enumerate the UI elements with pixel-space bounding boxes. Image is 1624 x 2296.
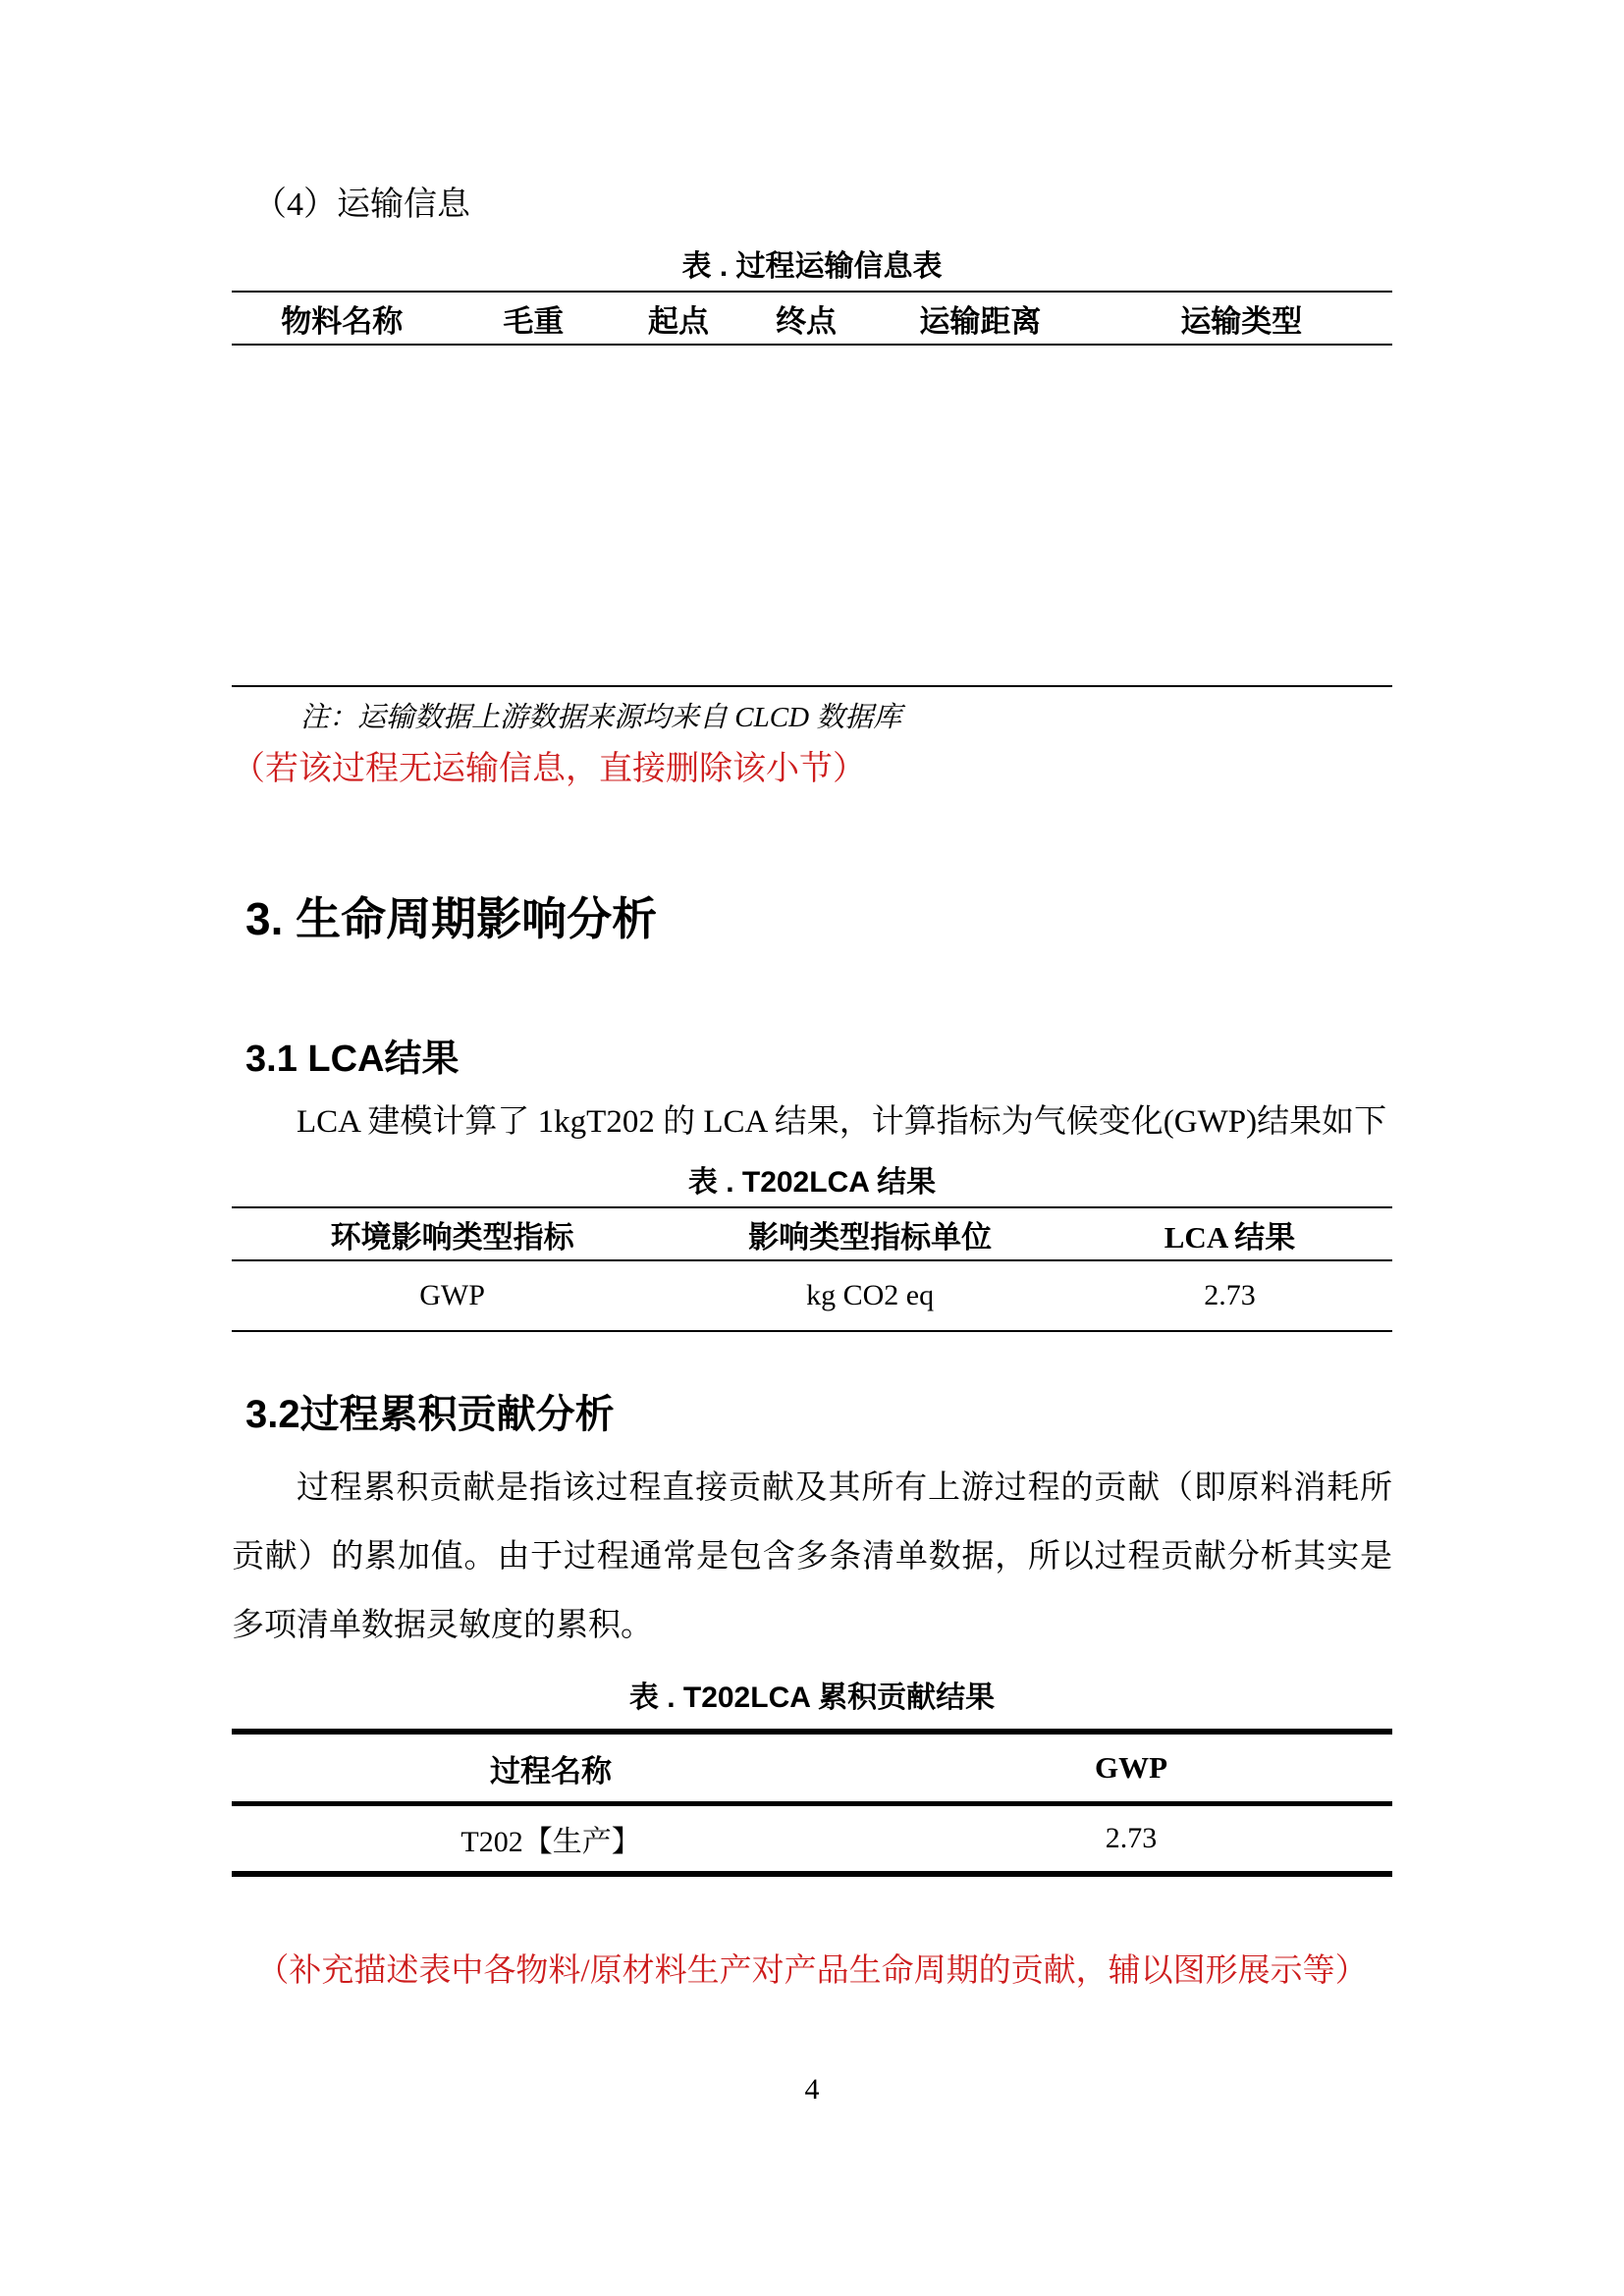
transport-table-caption: 表 . 过程运输信息表 [681, 250, 943, 283]
contribution-heading: 3.2过程累积贡献分析 [245, 1393, 615, 1436]
contribution-paragraph: 过程累积贡献是指该过程直接贡献及其所有上游过程的贡献（即原料消耗所贡献）的累加值。由于过程通常是包含多条清单数据，所以过程贡献分析其实是多项清单数据灵敏度的累积。 [232, 1470, 1392, 1643]
contribution-table-header-row [232, 1735, 1392, 1806]
lca-result-table-caption: 表 . T202LCA 结果 [687, 1166, 937, 1199]
column-header-material-name: 物料名称 [281, 303, 404, 339]
column-header-indicator-unit: 影响类型指标单位 [748, 1219, 993, 1255]
column-header-impact-indicator: 环境影响类型指标 [330, 1219, 574, 1255]
lca-result-table-header-row [232, 1208, 1392, 1261]
lca-result-paragraph: LCA 建模计算了 1kgT202 的 LCA 结果，计算指标为气候变化(GWP)结果如下 [297, 1104, 1387, 1140]
cell-gwp-value: 2.73 [1105, 1822, 1158, 1854]
column-header-destination: 终点 [776, 303, 838, 339]
column-header-gwp: GWP [1095, 1750, 1168, 1785]
cell-result-value: 2.73 [1204, 1279, 1256, 1311]
transport-red-hint: （若该过程无运输信息，直接删除该小节） [232, 751, 866, 787]
transport-table-header-row [232, 293, 1392, 346]
lca-result-heading: 3.1 LCA结果 [245, 1039, 460, 1080]
contribution-table-row [232, 1806, 1392, 1871]
column-header-lca-result: LCA 结果 [1164, 1219, 1296, 1255]
column-header-process-name: 过程名称 [490, 1753, 613, 1789]
transport-heading: （4）运输信息 [253, 187, 470, 223]
contribution-table [232, 1729, 1392, 1877]
cell-gwp: GWP [419, 1279, 485, 1311]
lca-result-table [232, 1206, 1392, 1332]
column-header-distance: 运输距离 [919, 303, 1042, 339]
transport-table [232, 291, 1392, 687]
transport-table-empty-body [232, 346, 1392, 685]
contribution-red-hint: （补充描述表中各物料/原材料生产对产品生命周期的贡献，辅以图形展示等） [256, 1953, 1368, 1989]
column-header-transport-type: 运输类型 [1180, 303, 1303, 339]
column-header-gross-weight: 毛重 [503, 303, 565, 339]
column-header-origin: 起点 [648, 303, 710, 339]
page-number: 4 [804, 2073, 820, 2106]
transport-note: 注：运输数据上游数据来源均来自 CLCD 数据库 [300, 702, 902, 733]
impact-heading: 3. 生命周期影响分析 [245, 893, 658, 944]
lca-result-table-row [232, 1261, 1392, 1330]
contribution-table-caption: 表 . T202LCA 累积贡献结果 [628, 1682, 996, 1714]
cell-unit: kg CO2 eq [806, 1279, 935, 1311]
cell-process-name: T202【生产】 [460, 1826, 641, 1858]
